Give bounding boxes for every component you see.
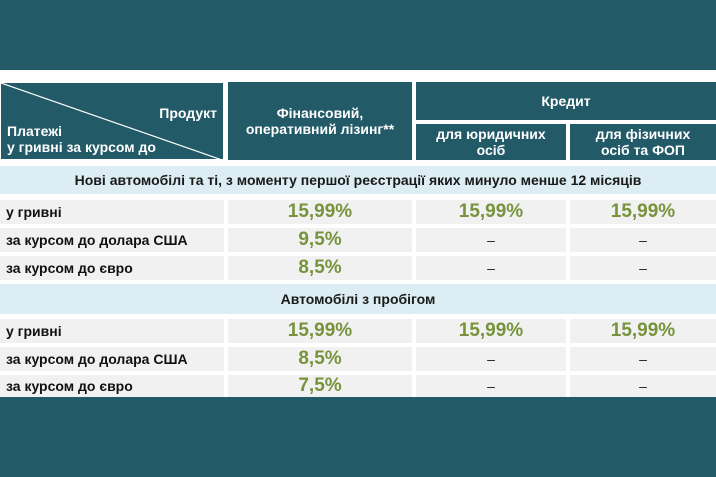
row-label: у гривні — [0, 319, 224, 343]
legal-rate: – — [416, 256, 566, 280]
legal-rate: – — [416, 228, 566, 252]
leasing-rate: 15,99% — [228, 319, 412, 343]
row-label: за курсом до долара США — [0, 228, 224, 252]
individual-rate: 15,99% — [570, 319, 716, 343]
row-label: за курсом до євро — [0, 375, 224, 397]
credit-column-header: Кредит — [416, 82, 716, 120]
legal-rate: – — [416, 347, 566, 371]
individual-rate: – — [570, 256, 716, 280]
leasing-column-header: Фінансовий, оперативний лізинг** — [228, 82, 412, 160]
individual-rate: – — [570, 347, 716, 371]
legal-rate: – — [416, 375, 566, 397]
individual-rate: – — [570, 228, 716, 252]
individual-rate: 15,99% — [570, 200, 716, 224]
legal-entities-column-header: для юридичних осіб — [416, 124, 566, 160]
leasing-rate: 7,5% — [228, 375, 412, 397]
individual-rate: – — [570, 375, 716, 397]
row-label: у гривні — [0, 200, 224, 224]
leasing-rate: 9,5% — [228, 228, 412, 252]
corner-product-label: Продукт — [159, 105, 217, 121]
section-title-new-cars: Нові автомобілі та ті, з моменту першої реєстрації яких минуло менше 12 місяців — [0, 166, 716, 194]
corner-payments-label: Платежі у гривні за курсом до — [7, 123, 156, 155]
row-label: за курсом до долара США — [0, 347, 224, 371]
leasing-rate: 15,99% — [228, 200, 412, 224]
section-title-used-cars: Автомобілі з пробігом — [0, 284, 716, 314]
row-label: за курсом до євро — [0, 256, 224, 280]
legal-rate: 15,99% — [416, 319, 566, 343]
leasing-rate: 8,5% — [228, 347, 412, 371]
legal-rate: 15,99% — [416, 200, 566, 224]
leasing-rate: 8,5% — [228, 256, 412, 280]
individuals-column-header: для фізичних осіб та ФОП — [570, 124, 716, 160]
corner-header-cell — [0, 82, 224, 160]
